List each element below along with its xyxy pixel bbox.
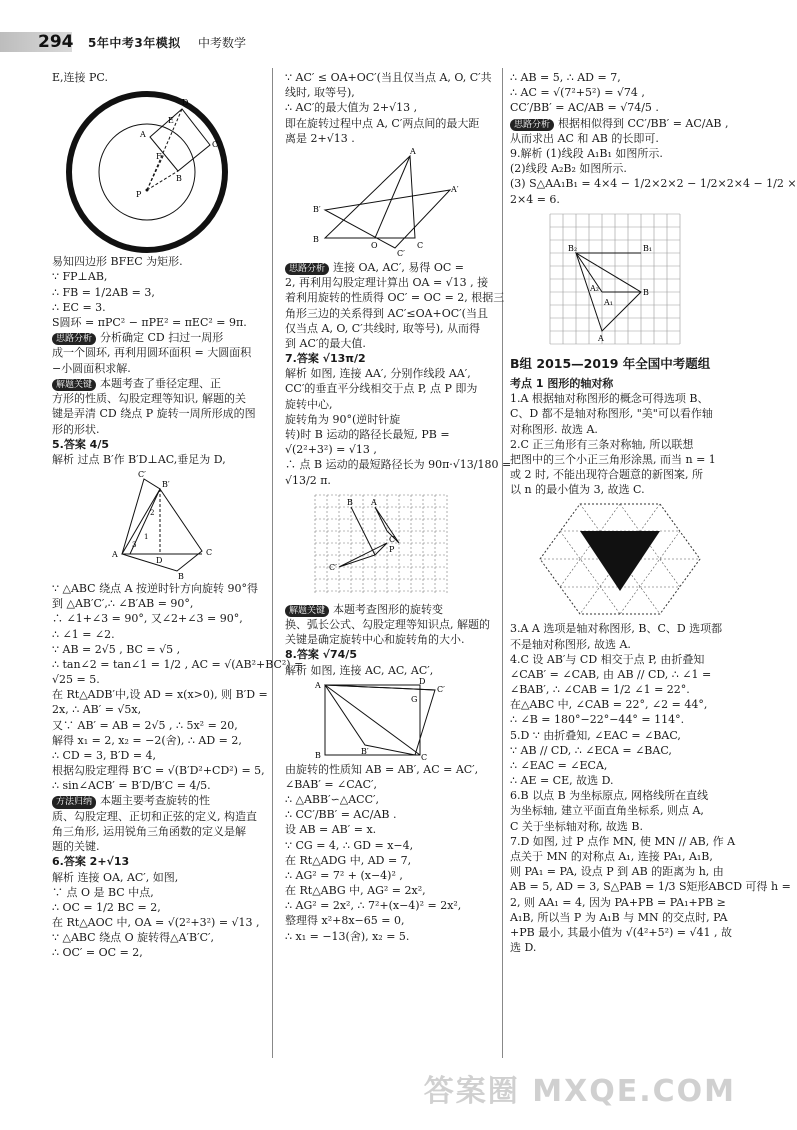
text-line: ∴ AE = CE, 故选 D. — [510, 774, 614, 788]
grid-rotation-figure — [285, 490, 485, 600]
text-line: 到 AC′的最大值. — [285, 336, 366, 350]
text-line: 2×4 = 6. — [510, 192, 560, 206]
text-line: 着利用旋转的性质得 OC′ = OC = 2, 根据三 — [285, 291, 505, 305]
text-line: 选 D. — [510, 941, 537, 955]
text-line: ∠BAB′, ∴ ∠CAB = 1/2 ∠1 = 22°. — [510, 683, 690, 697]
text-line: ∴ CC′/BB′ = AC/AB . — [285, 808, 397, 822]
svg-text:B₁: B₁ — [643, 243, 653, 253]
answer-5: 5.答案 4/5 — [52, 437, 109, 451]
text-line: 在 Rt△ADB′中,设 AD = x(x>0), 则 B′D = — [52, 688, 268, 702]
svg-text:B₂: B₂ — [568, 243, 578, 253]
svg-text:B: B — [176, 174, 182, 184]
text-line: 解析 过点 B′作 B′D⊥AC,垂足为 D, — [52, 452, 226, 466]
svg-text:C: C — [389, 534, 396, 544]
text-line: 由旋转的性质知 AB = AB′, AC = AC′, — [285, 762, 479, 776]
text-line: 旋转中心, — [285, 397, 333, 411]
text-line: 以 n 的最小值为 3, 故选 C. — [510, 483, 645, 497]
text-line: 仅当点 A, O, C′共线时, 取等号), 从而得 — [285, 321, 480, 335]
text-line: 质、勾股定理、正切和正弦的定义, 构造直 — [52, 809, 257, 823]
text-line: ∴ △ABB′∽△ACC′, — [285, 793, 380, 807]
svg-text:C: C — [206, 548, 213, 558]
text-line: A₁B, 所以当 P 为 A₁B 与 MN 的交点时, PA — [510, 910, 728, 924]
text-line: 在 Rt△ABG 中, AG² = 2x², — [285, 884, 426, 898]
text-line: ∵ AC′ ≤ OA+OC′(当且仅当点 A, O, C′共 — [285, 71, 492, 84]
text-line: 旋转角为 90°(逆时针旋 — [285, 412, 401, 426]
text-line: 在△ABC 中, ∠CAB = 22°, ∠2 = 44°, — [510, 698, 708, 712]
svg-text:B: B — [643, 287, 649, 297]
svg-text:D: D — [156, 556, 163, 566]
answer-8: 8.答案 √74/5 — [285, 648, 357, 662]
text-line: 为坐标轴, 建立平面直角坐标系, 则点 A, — [510, 804, 704, 818]
answer-7: 7.答案 √13π/2 — [285, 352, 366, 366]
text-line: 2x, ∴ AB′ = √5x, — [52, 703, 142, 717]
text-line: (2)线段 A₂B₂ 如图所示. — [510, 162, 627, 176]
answer-6: 6.答案 2+√13 — [52, 855, 130, 869]
text-line: 设 AB = AB′ = x. — [285, 823, 377, 837]
text-line: √13/2 π. — [285, 473, 331, 487]
text-line: 9.解析 (1)线段 A₁B₁ 如图所示. — [510, 147, 663, 161]
text-line: ∴ OC = 1/2 BC = 2, — [52, 900, 161, 914]
text-line: 解析 如图, 连接 AA′, 分别作线段 AA′, — [285, 367, 471, 381]
text-line: ∴ ∠EAC = ∠ECA, — [510, 758, 608, 772]
svg-text:A₂: A₂ — [590, 283, 599, 293]
text-line: 思路分析 根据相似得到 CC′/BB′ = AC/AB , — [510, 116, 725, 131]
text-line: 即在旋转过程中点 A, C′两点间的最大距 — [285, 116, 480, 130]
text-line: ∴ x₁ = −13(舍), x₂ = 5. — [285, 929, 410, 943]
column-1 — [52, 70, 304, 961]
text-line: AB = 5, AD = 3, S△PAB = 1/3 S矩形ABCD 可得 h = — [510, 880, 791, 894]
svg-text:D: D — [419, 676, 426, 686]
svg-text:A: A — [371, 497, 377, 507]
text-line: E,连接 PC. — [52, 71, 108, 84]
analysis-tag: 思路分析 — [285, 263, 329, 275]
text-line: 键是弄清 CD 绕点 P 旋转一周所形成的图 — [52, 407, 256, 421]
text-line: 易知四边形 BFEC 为矩形. — [52, 255, 183, 269]
text-line: 对称图形. 故选 A. — [510, 422, 598, 436]
text-line: 解析 如图, 连接 AC, AC, AC′, — [285, 663, 434, 677]
svg-text:E: E — [168, 116, 174, 126]
text-line: 方形的性质、勾股定理等知识, 解题的关 — [52, 392, 246, 406]
text-line: ∴ OC′ = OC = 2, — [52, 946, 143, 960]
text-line: 1.A 根据轴对称图形的概念可得选项 B、 — [510, 392, 709, 406]
text-line: 解题关键 本题考查图形的旋转变 — [285, 602, 495, 617]
text-line: 从而求出 AC 和 AB 的长即可. — [510, 131, 659, 145]
section-heading: B组 2015—2019 年全国中考题组 — [510, 355, 711, 371]
text-line: ∴ 点 B 运动的最短路径长为 90π·√13/180 = — [285, 458, 512, 472]
text-line: 转)时 B 运动的路径长最短, PB = — [285, 427, 450, 441]
text-line: ∴ ∠1 = ∠2. — [52, 627, 115, 641]
svg-text:B: B — [313, 234, 319, 244]
text-line: 线时, 取等号), — [285, 86, 355, 100]
text-line: ∠CAB′ = ∠CAB, 由 AB // CD, ∴ ∠1 = — [510, 667, 712, 681]
text-line: C 关于坐标轴对称, 故选 B. — [510, 819, 643, 833]
column-3 — [510, 70, 797, 955]
svg-text:O: O — [371, 240, 378, 250]
text-line: 2, 再利用勾股定理计算出 OA = √13 , 接 — [285, 276, 489, 290]
svg-text:B′: B′ — [162, 480, 170, 490]
svg-text:A: A — [315, 680, 321, 690]
text-line: ∴ AG² = 2x², ∴ 7²+(x−4)² = 2x², — [285, 899, 462, 913]
grid-figure-9 — [510, 209, 725, 349]
svg-text:A: A — [598, 333, 604, 343]
hexagon-triangle-figure — [510, 499, 725, 619]
text-line: ∴ ∠1+∠3 = 90°, 又∠2+∠3 = 90°, — [52, 612, 243, 626]
text-line: ∴ AB = 5, ∴ AD = 7, — [510, 71, 621, 84]
column-divider-2 — [502, 68, 503, 1058]
svg-text:P: P — [136, 190, 142, 200]
text-line: 关键是确定旋转中心和旋转角的大小. — [285, 633, 465, 647]
svg-text:A: A — [112, 550, 118, 560]
text-line: C、D 都不是轴对称图形, "美"可以看作轴 — [510, 407, 713, 421]
text-line: √(2²+3²) = √13 , — [285, 443, 377, 457]
svg-text:C′: C′ — [437, 684, 445, 694]
kaodian-heading: 考点 1 图形的轴对称 — [510, 377, 614, 391]
svg-text:F: F — [156, 152, 162, 162]
text-line: 思路分析 分析确定 CD 扫过一周形 — [52, 330, 264, 345]
svg-text:B: B — [347, 497, 353, 507]
rotation-figure-6 — [285, 148, 485, 258]
text-line: 4.C 设 AB′与 CD 相交于点 P, 由折叠知 — [510, 652, 705, 666]
text-line: ∵ CG = 4, ∴ GD = x−4, — [285, 838, 414, 852]
subject-title: 中考数学 — [198, 36, 247, 50]
text-line: ∴ FB = 1/2AB = 3, — [52, 285, 155, 299]
text-line: 离是 2+√13 . — [285, 131, 355, 145]
text-line: 角形三边的关系得到 AC′≤OA+OC′(当且 — [285, 306, 488, 320]
text-line: ∵ △ABC 绕点 O 旋转得△A′B′C′, — [52, 931, 215, 945]
svg-text:C′: C′ — [138, 470, 146, 480]
analysis-tag: 思路分析 — [52, 333, 96, 345]
page-header — [0, 30, 750, 54]
text-line: ∠BAB′ = ∠CAC′, — [285, 777, 378, 791]
text-line: 成一个圆环, 再利用圆环面积 = 大圆面积 — [52, 346, 252, 360]
method-tag: 方法归纳 — [52, 796, 96, 808]
text-line: ∵ AB = 2√5 , BC = √5 , — [52, 642, 181, 656]
svg-text:3: 3 — [132, 541, 137, 550]
text-line: 在 Rt△ADG 中, AD = 7, — [285, 853, 412, 867]
svg-text:A: A — [140, 130, 146, 140]
text-line: 形的形状. — [52, 422, 100, 436]
page-number: 294 — [38, 32, 74, 52]
text-line: ∴ tan∠2 = tan∠1 = 1/2 , AC = √(AB²+BC²) = — [52, 657, 304, 671]
svg-text:P: P — [389, 544, 395, 554]
text-line: ∴ AC = √(7²+5²) = √74 , — [510, 86, 645, 100]
svg-text:1: 1 — [144, 533, 149, 542]
book-title: 5年中考3年模拟 — [88, 36, 181, 50]
svg-text:D: D — [182, 98, 189, 108]
svg-text:B′: B′ — [361, 746, 369, 756]
rotation-triangle-figure — [52, 469, 252, 582]
svg-text:C′: C′ — [329, 562, 337, 572]
svg-text:C: C — [421, 752, 428, 762]
text-line: ∴ AC′的最大值为 2+√13 , — [285, 101, 418, 115]
svg-text:A: A — [410, 146, 416, 156]
text-line: 又∵ AB′ = AB = 2√5 , ∴ 5x² = 20, — [52, 718, 238, 732]
text-line: CC′的垂直平分线相交于点 P, 点 P 即为 — [285, 382, 478, 396]
text-line: 不是轴对称图形, 故选 A. — [510, 637, 631, 651]
text-line: CC′/BB′ = AC/AB = √74/5 . — [510, 101, 659, 115]
analysis-tag: 思路分析 — [510, 119, 554, 131]
rectangle-rotation-figure — [285, 676, 485, 762]
text-line: 到 △AB′C′,∴ ∠B′AB = 90°, — [52, 597, 194, 611]
text-line: S圆环 = πPC² − πPE² = πEC² = 9π. — [52, 315, 247, 329]
svg-text:A′: A′ — [451, 184, 459, 194]
text-line: 2.C 正三角形有三条对称轴, 所以联想 — [510, 437, 694, 451]
text-line: ∵ AB // CD, ∴ ∠ECA = ∠BAC, — [510, 743, 672, 757]
svg-text:B′: B′ — [313, 204, 321, 214]
text-line: 解得 x₁ = 2, x₂ = −2(舍), ∴ AD = 2, — [52, 733, 242, 747]
text-line: ∵ FP⊥AB, — [52, 270, 108, 284]
text-line: 思路分析 连接 OA, AC′, 易得 OC = — [285, 260, 495, 275]
svg-text:C′: C′ — [397, 248, 405, 258]
text-line: ∴ EC = 3. — [52, 300, 106, 314]
text-line: 或 2 时, 不能出现符合题意的新图案, 所 — [510, 468, 703, 482]
text-line: 7.D 如图, 过 P 点作 MN, 使 MN // AB, 作 A — [510, 834, 736, 848]
column-2 — [285, 70, 512, 944]
text-line: ∴ ∠B = 180°−22°−44° = 114°. — [510, 713, 685, 727]
column-divider-1 — [272, 68, 273, 1058]
text-line: 根据勾股定理得 B′C = √(B′D²+CD²) = 5, — [52, 764, 265, 778]
svg-text:B: B — [315, 750, 321, 760]
text-line: 解题关键 本题考查了垂径定理、正 — [52, 376, 264, 391]
text-line: √25 = 5. — [52, 673, 100, 687]
text-line: (3) S△AA₁B₁ = 4×4 − 1/2×2×2 − 1/2×2×4 − 1/2 × — [510, 177, 797, 191]
text-line: 2, 则 AA₁ = 4, 因为 PA+PB = PA₁+PB ≥ — [510, 895, 726, 909]
text-line: 点关于 MN 的对称点 A₁, 连接 PA₁, A₁B, — [510, 849, 713, 863]
text-line: 则 PA₁ = PA, 设点 P 到 AB 的距离为 h, 由 — [510, 865, 724, 879]
text-line: ∴ AG² = 7² + (x−4)² , — [285, 868, 403, 882]
text-line: 题的关键. — [52, 840, 100, 854]
svg-text:2: 2 — [150, 509, 155, 518]
text-line: ∴ CD = 3, B′D = 4, — [52, 748, 157, 762]
text-line: 角三角形, 运用锐角三角函数的定义是解 — [52, 825, 246, 839]
text-line: −小圆面积求解. — [52, 361, 131, 375]
text-line: ∵ 点 O 是 BC 中点, — [52, 885, 154, 899]
text-line: 在 Rt△AOC 中, OA = √(2²+3²) = √13 , — [52, 916, 260, 930]
text-line: 解析 连接 OA, AC′, 如图, — [52, 870, 179, 884]
text-line: +PB 最小, 其最小值为 √(4²+5²) = √41 , 故 — [510, 925, 733, 939]
text-line: 6.B 以点 B 为坐标原点, 网格线所在直线 — [510, 789, 709, 803]
text-line: ∴ sin∠ACB′ = B′D/B′C = 4/5. — [52, 779, 211, 793]
text-line: 3.A A 选项是轴对称图形, B、C、D 选项都 — [510, 622, 723, 636]
comment-tag: 解题关键 — [285, 605, 329, 617]
svg-text:C: C — [417, 240, 424, 250]
watermark: 答案圈 MXQE.COM — [423, 1073, 736, 1109]
comment-tag: 解题关键 — [52, 379, 96, 391]
text-line: ∵ △ABC 绕点 A 按逆时针方向旋转 90°得 — [52, 582, 259, 596]
svg-text:C: C — [212, 140, 219, 150]
circle-ring-figure — [52, 87, 252, 252]
svg-text:A₁: A₁ — [604, 297, 613, 307]
svg-text:B: B — [178, 572, 184, 582]
text-line: 5.D ∵ 由折叠知, ∠EAC = ∠BAC, — [510, 728, 681, 742]
text-line: 换、弧长公式、勾股定理等知识点, 解题的 — [285, 618, 490, 632]
text-line: 整理得 x²+8x−65 = 0, — [285, 914, 405, 928]
text-line: 把图中的三个小正三角形涂黑, 而当 n = 1 — [510, 452, 716, 466]
text-line: 方法归纳 本题主要考查旋转的性 — [52, 793, 264, 808]
svg-text:G: G — [411, 694, 418, 704]
